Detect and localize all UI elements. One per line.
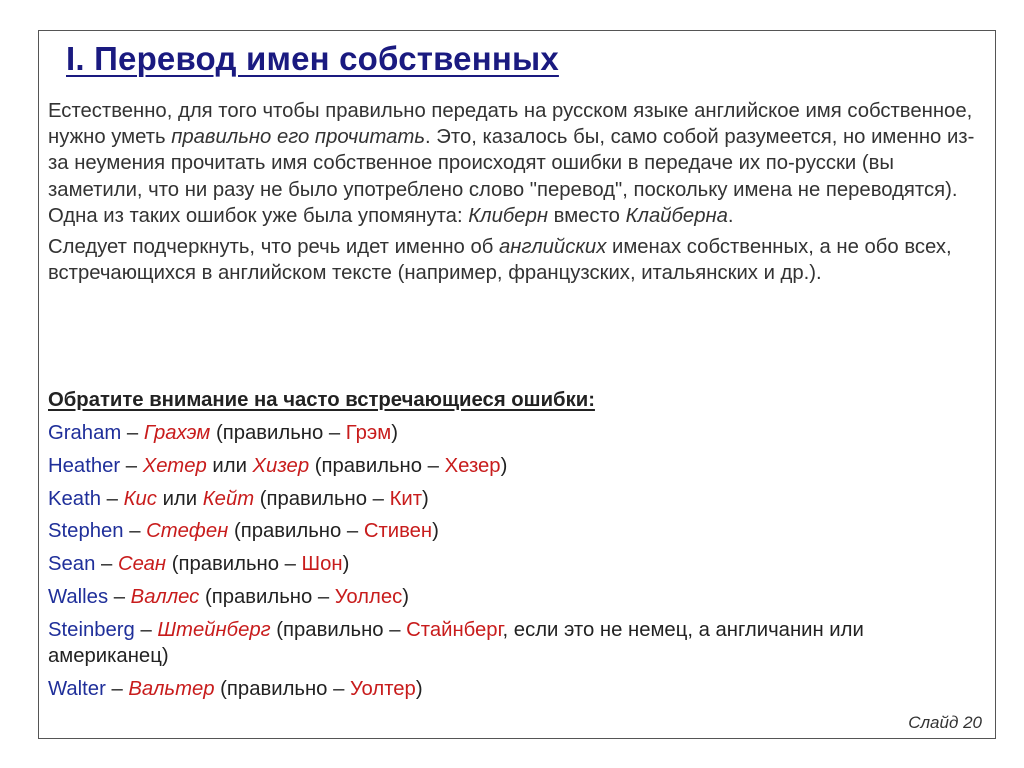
- close-paren: ): [422, 487, 429, 510]
- dash: –: [105, 677, 129, 700]
- wrong-translation: Штейнберг: [157, 618, 271, 641]
- italic-span: правильно его прочитать: [171, 126, 426, 149]
- english-name: Keath: [48, 487, 102, 510]
- example-item: [48, 676, 978, 702]
- text-span: .: [727, 204, 734, 227]
- text-span: Естественно, для того чтобы правильно передать на русском языке английское имя собственное, нужно уметь: [48, 100, 973, 149]
- example-item: [48, 420, 978, 446]
- italic-span: Клиберн: [468, 204, 549, 227]
- wrong-translation: Кис: [123, 487, 157, 510]
- close-paren: ): [402, 585, 410, 608]
- example-item: [48, 486, 978, 512]
- correct-translation: Хезер: [444, 454, 501, 477]
- dash: –: [101, 487, 124, 510]
- text-span: вместо: [548, 204, 626, 227]
- italic-span: Клайберна: [625, 204, 728, 227]
- text-span: именах собственных, а не обо всех, встречающихся в английском тексте (например, французских, итальянских и др.).: [48, 236, 952, 285]
- close-paren: ): [415, 677, 423, 700]
- wrong-translation: Хетер: [142, 454, 207, 477]
- english-name: Steinberg: [48, 618, 135, 641]
- close-paren: ): [342, 553, 350, 576]
- correct-translation: Грэм: [345, 422, 392, 444]
- dash: –: [120, 454, 143, 477]
- close-paren: ): [391, 422, 398, 444]
- italic-span: английских: [499, 236, 607, 259]
- example-item: [48, 617, 978, 669]
- slide-title: I. Перевод имен собственных: [66, 40, 559, 77]
- correct-translation: Уолтер: [350, 677, 416, 700]
- wrong-translation: Грахэм: [143, 422, 211, 444]
- example-item: [48, 584, 978, 610]
- wrong-translation: Стефен: [146, 520, 229, 543]
- correct-label: (правильно –: [199, 585, 335, 608]
- close-paren: ): [432, 520, 439, 543]
- correct-label: (правильно –: [166, 553, 302, 576]
- dash: –: [95, 553, 118, 576]
- correct-translation: Уоллес: [334, 585, 403, 608]
- dash: –: [108, 585, 131, 608]
- correct-label: (правильно –: [228, 520, 364, 543]
- dash: –: [134, 618, 158, 641]
- wrong-translation: Кейт: [202, 487, 255, 510]
- dash: –: [123, 520, 147, 543]
- or-label: или: [156, 487, 203, 510]
- close-paren: ): [500, 454, 508, 477]
- intro-paragraph-1: [48, 98, 978, 229]
- example-item: [48, 551, 978, 577]
- correct-translation: Кит: [389, 487, 423, 510]
- intro-paragraph-2: [48, 234, 978, 286]
- example-item: [48, 453, 978, 479]
- text-span: Следует подчеркнуть, что речь идет именно об: [48, 236, 499, 259]
- correct-label: (правильно –: [270, 618, 407, 641]
- english-name: Sean: [48, 553, 96, 576]
- english-name: Graham: [48, 422, 122, 444]
- english-name: Heather: [48, 454, 121, 477]
- wrong-translation: Вальтер: [128, 677, 215, 700]
- close-paren: ): [161, 644, 169, 667]
- examples-list: [48, 420, 978, 708]
- or-label: или: [206, 454, 253, 477]
- correct-label: (правильно –: [254, 487, 390, 510]
- slide-number: Слайд 20: [908, 713, 982, 732]
- text-span: . Это, казалось бы, само собой разумеется, но именно из-за неумения прочитать имя собственное происходят ошибки в передаче их по-русски (вы заметили, что ни разу не было употреблено слово "перевод", поскольку имена не переводятся). Одна из таких ошибок уже была упомянута:: [48, 126, 975, 227]
- note-text: , если это не немец, а англичанин или американец: [48, 618, 864, 667]
- correct-label: (правильно –: [309, 454, 445, 477]
- wrong-translation: Сеан: [117, 553, 167, 576]
- examples-heading: Обратите внимание на часто встречающиеся ошибки:: [48, 389, 595, 411]
- intro-text: [48, 98, 978, 291]
- english-name: Walter: [48, 677, 106, 700]
- example-item: [48, 518, 978, 544]
- correct-label: (правильно –: [210, 422, 346, 444]
- correct-translation: Шон: [301, 553, 343, 576]
- english-name: Stephen: [48, 520, 124, 543]
- correct-label: (правильно –: [214, 677, 351, 700]
- english-name: Walles: [48, 585, 109, 608]
- dash: –: [121, 422, 144, 444]
- wrong-translation: Валлес: [130, 585, 200, 608]
- correct-translation: Стивен: [363, 520, 433, 543]
- correct-translation: Стайнберг: [406, 618, 503, 641]
- wrong-translation: Хизер: [252, 454, 310, 477]
